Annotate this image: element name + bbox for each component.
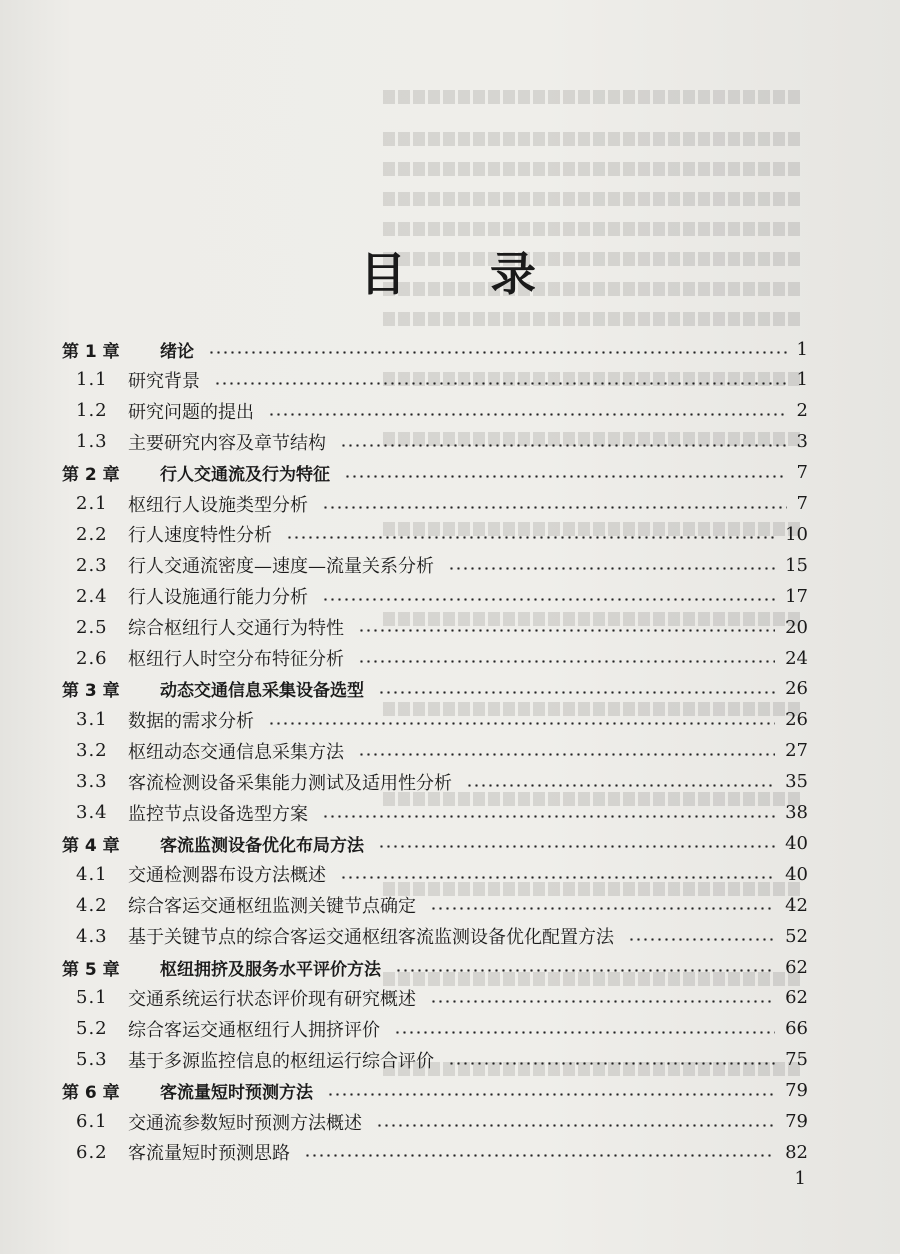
entry-number: 2.4: [76, 585, 108, 607]
entry-number: 1.1: [76, 369, 108, 391]
toc-section-entry: [0, 890, 900, 920]
entry-title: 客流检测设备采集能力测试及适用性分析: [128, 772, 452, 794]
entry-page-number: 10: [785, 523, 808, 545]
page-number: 1: [794, 1168, 806, 1189]
entry-title: 交通流参数短时预测方法概述: [128, 1112, 362, 1134]
entry-title: 主要研究内容及章节结构: [128, 432, 326, 454]
entry-page-number: 3: [796, 431, 808, 453]
entry-number: 5.1: [76, 987, 108, 1009]
toc-chapter-entry: [0, 458, 900, 488]
entry-title: 数据的需求分析: [128, 710, 254, 732]
dot-leader: [378, 691, 775, 694]
dot-leader: [268, 413, 787, 416]
entry-page-number: 1: [796, 338, 808, 360]
entry-title: 综合枢纽行人交通行为特性: [128, 618, 344, 640]
entry-page-number: 26: [785, 709, 808, 731]
entry-title: 枢纽动态交通信息采集方法: [128, 741, 344, 763]
toc-section-entry: [0, 396, 900, 426]
dot-leader: [268, 722, 775, 725]
entry-number: 2.6: [76, 647, 108, 669]
entry-page-number: 82: [785, 1141, 808, 1163]
entry-title: 交通检测器布设方法概述: [128, 865, 326, 887]
dot-leader: [430, 1000, 775, 1003]
entry-page-number: 15: [785, 554, 808, 576]
entry-number: 4.1: [76, 863, 108, 885]
entry-title: 行人速度特性分析: [128, 525, 272, 547]
toc-section-entry: [0, 1137, 900, 1167]
toc-section-entry: [0, 1045, 900, 1075]
dot-leader: [286, 536, 775, 539]
entry-title: 研究问题的提出: [128, 401, 254, 423]
entry-number: 第 1 章: [62, 341, 120, 362]
entry-page-number: 24: [785, 647, 808, 669]
toc-section-entry: [0, 365, 900, 395]
toc-section-entry: [0, 519, 900, 549]
toc-section-entry: [0, 427, 900, 457]
entry-number: 2.1: [76, 493, 108, 514]
dot-leader: [322, 815, 775, 818]
dot-leader: [340, 444, 787, 447]
entry-title: 客流量短时预测方法: [160, 1083, 313, 1104]
dot-leader: [358, 660, 775, 663]
entry-page-number: 38: [785, 802, 808, 823]
entry-page-number: 27: [785, 740, 808, 762]
toc-section-entry: [0, 550, 900, 580]
dot-leader: [394, 1031, 775, 1034]
toc-section-entry: [0, 767, 900, 797]
dot-leader: [344, 475, 787, 478]
entry-number: 2.5: [76, 616, 108, 638]
toc-chapter-entry: [0, 334, 900, 364]
entry-title: 动态交通信息采集设备选型: [160, 681, 364, 702]
entry-page-number: 17: [785, 585, 808, 607]
entry-page-number: 62: [785, 956, 808, 978]
dot-leader: [448, 1062, 775, 1065]
entry-number: 3.4: [76, 802, 108, 823]
entry-title: 监控节点设备选型方案: [128, 803, 308, 825]
dot-leader: [322, 598, 775, 601]
dot-leader: [358, 753, 775, 756]
page-title: 目 录: [359, 247, 570, 301]
entry-title: 行人交通流及行为特征: [160, 465, 330, 486]
entry-title: 综合客运交通枢纽监测关键节点确定: [128, 896, 416, 918]
toc-section-entry: [0, 489, 900, 519]
dot-leader: [448, 567, 775, 570]
entry-number: 2.2: [76, 523, 108, 545]
entry-title: 综合客运交通枢纽行人拥挤评价: [128, 1019, 380, 1041]
toc-section-entry: [0, 643, 900, 673]
entry-number: 第 6 章: [62, 1083, 120, 1104]
entry-page-number: 40: [785, 863, 808, 885]
entry-number: 3.1: [76, 709, 108, 731]
dot-leader: [358, 629, 775, 632]
entry-page-number: 62: [785, 987, 808, 1009]
entry-page-number: 7: [796, 493, 808, 514]
dot-leader: [466, 784, 775, 787]
entry-number: 1.3: [76, 431, 108, 453]
entry-page-number: 42: [785, 894, 808, 916]
entry-number: 1.2: [76, 400, 108, 422]
entry-page-number: 20: [785, 616, 808, 638]
entry-title: 行人设施通行能力分析: [128, 587, 308, 609]
entry-number: 5.2: [76, 1018, 108, 1040]
entry-number: 6.1: [76, 1111, 108, 1132]
toc-section-entry: [0, 736, 900, 766]
entry-title: 研究背景: [128, 370, 200, 392]
entry-title: 交通系统运行状态评价现有研究概述: [128, 988, 416, 1010]
entry-page-number: 79: [785, 1080, 808, 1102]
entry-title: 客流监测设备优化布局方法: [160, 835, 364, 856]
toc-section-entry: [0, 921, 900, 951]
entry-page-number: 66: [785, 1018, 808, 1040]
dot-leader: [208, 351, 787, 354]
entry-title: 客流量短时预测思路: [128, 1143, 290, 1165]
entry-page-number: 40: [785, 832, 808, 854]
entry-page-number: 1: [796, 369, 808, 391]
entry-page-number: 79: [785, 1111, 808, 1132]
toc-chapter-entry: [0, 828, 900, 858]
entry-title: 基于多源监控信息的枢纽运行综合评价: [128, 1050, 434, 1072]
entry-page-number: 75: [785, 1049, 808, 1071]
toc-section-entry: [0, 581, 900, 611]
dot-leader: [322, 506, 787, 509]
entry-title: 枢纽行人设施类型分析: [128, 494, 308, 516]
dot-leader: [340, 876, 775, 879]
entry-page-number: 7: [796, 462, 808, 484]
entry-page-number: 26: [785, 678, 808, 700]
entry-number: 4.3: [76, 925, 108, 947]
toc-section-entry: [0, 983, 900, 1013]
entry-page-number: 52: [785, 925, 808, 947]
entry-title: 枢纽拥挤及服务水平评价方法: [160, 959, 381, 980]
dot-leader: [395, 969, 775, 972]
entry-number: 3.2: [76, 740, 108, 762]
dot-leader: [214, 382, 787, 385]
toc-section-entry: [0, 798, 900, 828]
toc-section-entry: [0, 1014, 900, 1044]
entry-number: 5.3: [76, 1049, 108, 1071]
entry-number: 第 3 章: [62, 681, 120, 702]
dot-leader: [327, 1093, 775, 1096]
entry-number: 第 2 章: [62, 465, 120, 486]
toc-chapter-entry: [0, 952, 900, 982]
entry-title: 枢纽行人时空分布特征分析: [128, 649, 344, 670]
entry-title: 基于关键节点的综合客运交通枢纽客流监测设备优化配置方法: [128, 927, 614, 949]
entry-number: 4.2: [76, 894, 108, 916]
dot-leader: [376, 1124, 775, 1127]
entry-number: 第 4 章: [62, 835, 120, 856]
dot-leader: [628, 938, 775, 941]
toc-chapter-entry: [0, 674, 900, 704]
dot-leader: [378, 845, 775, 848]
toc-section-entry: [0, 612, 900, 642]
entry-number: 3.3: [76, 771, 108, 793]
dot-leader: [304, 1154, 775, 1157]
toc-section-entry: [0, 1107, 900, 1137]
entry-page-number: 35: [785, 771, 808, 793]
toc-chapter-entry: [0, 1076, 900, 1106]
entry-title: 行人交通流密度—速度—流量关系分析: [128, 556, 434, 578]
dot-leader: [430, 907, 775, 910]
entry-number: 第 5 章: [62, 959, 120, 980]
toc-section-entry: [0, 859, 900, 889]
entry-title: 绪论: [160, 341, 194, 362]
toc-section-entry: [0, 705, 900, 735]
entry-number: 2.3: [76, 554, 108, 576]
entry-page-number: 2: [796, 400, 808, 422]
entry-number: 6.2: [76, 1141, 108, 1163]
